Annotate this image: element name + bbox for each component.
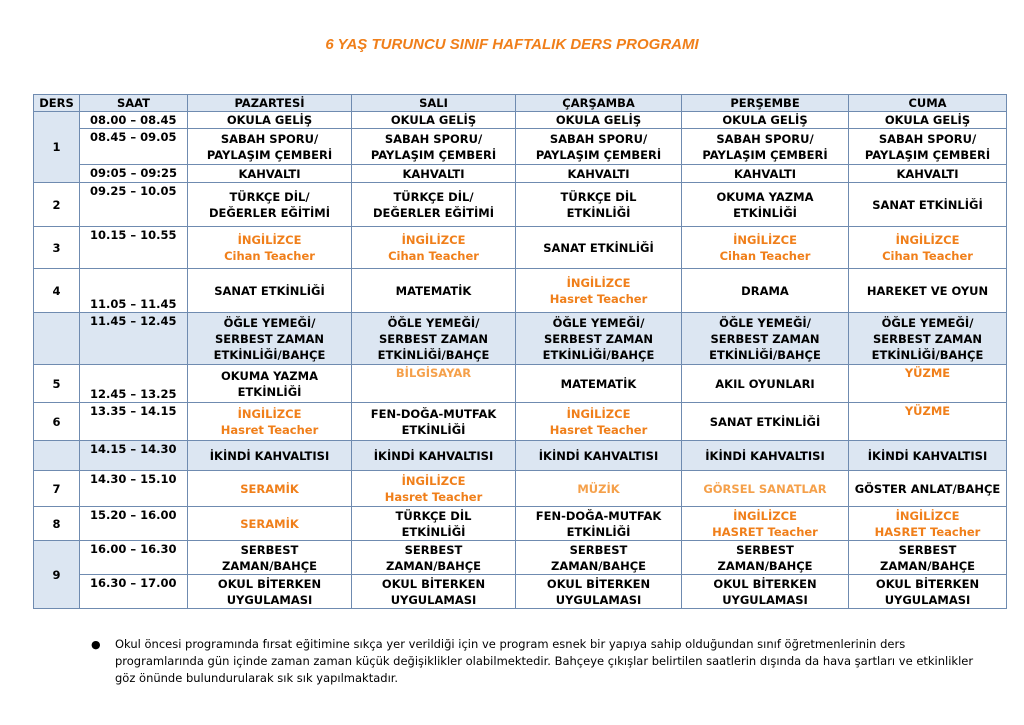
table-row [34, 129, 1007, 165]
time-cell: 15.20 – 16.00 [80, 507, 188, 541]
line: İNGİLİZCE [401, 473, 466, 488]
activity-cell: KAHVALTI [352, 165, 516, 183]
line: ETKİNLİĞİ [237, 384, 302, 399]
line: SABAH SPORU/ [220, 131, 319, 146]
activity-cell: MATEMATİK [352, 269, 516, 313]
line: Cihan Teacher [388, 248, 479, 263]
activity-cell: BİLGİSAYAR [352, 365, 516, 403]
activity-cell: SERAMİK [188, 471, 352, 507]
time-cell: 11.45 – 12.45 [80, 313, 188, 365]
line: DEĞERLER EĞİTİMİ [208, 205, 330, 220]
line: SABAH SPORU/ [549, 131, 648, 146]
activity-cell: GÖRSEL SANATLAR [682, 471, 849, 507]
time-cell: 08.45 – 09.05 [80, 129, 188, 165]
line: SERBEST ZAMAN [379, 331, 488, 346]
header-cell: PAZARTESİ [188, 95, 352, 112]
activity-cell: OKULA GELİŞ [352, 112, 516, 129]
lesson-number [34, 313, 80, 365]
line: SERBEST [569, 542, 628, 557]
line: PAYLAŞIM ÇEMBERİ [702, 147, 828, 162]
activity-cell [188, 183, 352, 227]
line: FEN-DOĞA-MUTFAK [370, 406, 497, 421]
activity-cell [516, 507, 682, 541]
time-cell: 09.25 – 10.05 [80, 183, 188, 227]
line: TÜRKÇE DİL [560, 189, 637, 204]
table-row [34, 112, 1007, 129]
line: PAYLAŞIM ÇEMBERİ [206, 147, 333, 162]
table-row [34, 471, 1007, 507]
header-cell: ÇARŞAMBA [516, 95, 682, 112]
activity-cell: YÜZME [849, 365, 1007, 403]
activity-cell: KAHVALTI [188, 165, 352, 183]
line: TÜRKÇE DİL [395, 508, 472, 523]
activity-cell [188, 365, 352, 403]
line: İNGİLİZCE [733, 508, 797, 523]
line: Hasret Teacher [220, 422, 319, 437]
lesson-number: 3 [34, 227, 80, 269]
activity-cell: İKİNDİ KAHVALTISI [352, 441, 516, 471]
line: Hasret Teacher [384, 489, 483, 504]
activity-cell [682, 507, 849, 541]
line: SERBEST ZAMAN [873, 331, 982, 346]
line: UYGULAMASI [884, 592, 971, 607]
line: PAYLAŞIM ÇEMBERİ [535, 147, 662, 162]
table-row [34, 403, 1007, 441]
lesson-number: 6 [34, 403, 80, 441]
header-cell: DERS [34, 95, 80, 112]
line: SABAH SPORU/ [384, 131, 483, 146]
line: ETKİNLİĞİ [733, 205, 797, 220]
lesson-number: 4 [34, 269, 80, 313]
line: OKUL BİTERKEN [546, 576, 651, 591]
line: ZAMAN/BAHÇE [551, 558, 646, 573]
table-row [34, 365, 1007, 403]
activity-cell [188, 403, 352, 441]
time-cell: 16.30 – 17.00 [80, 575, 188, 609]
line: HASRET Teacher [874, 524, 981, 539]
activity-cell [188, 227, 352, 269]
time-cell: 14.15 – 14.30 [80, 441, 188, 471]
line: SABAH SPORU/ [716, 131, 814, 146]
activity-cell [188, 129, 352, 165]
activity-cell [352, 541, 516, 575]
line: SERBEST [404, 542, 463, 557]
line: Cihan Teacher [882, 248, 973, 263]
activity-cell [682, 313, 849, 365]
activity-cell [516, 269, 682, 313]
line: UYGULAMASI [722, 592, 808, 607]
line: ETKİNLİĞİ/BAHÇE [542, 347, 655, 362]
activity-cell: İKİNDİ KAHVALTISI [188, 441, 352, 471]
activity-cell [352, 575, 516, 609]
activity-cell: OKULA GELİŞ [682, 112, 849, 129]
line: FEN-DOĞA-MUTFAK [535, 508, 662, 523]
line: ZAMAN/BAHÇE [880, 558, 975, 573]
activity-cell: SANAT ETKİNLİĞİ [682, 403, 849, 441]
line: SERBEST [898, 542, 957, 557]
activity-cell [352, 313, 516, 365]
time-cell: 09:05 – 09:25 [80, 165, 188, 183]
line: ETKİNLİĞİ [566, 524, 631, 539]
line: ÖĞLE YEMEĞİ/ [881, 315, 974, 330]
time-cell: 14.30 – 15.10 [80, 471, 188, 507]
activity-cell [849, 507, 1007, 541]
line: İNGİLİZCE [566, 275, 631, 290]
line: OKUL BİTERKEN [381, 576, 486, 591]
activity-cell: İKİNDİ KAHVALTISI [516, 441, 682, 471]
table-row [34, 165, 1007, 183]
activity-cell [188, 541, 352, 575]
activity-cell [516, 541, 682, 575]
activity-cell: KAHVALTI [682, 165, 849, 183]
lesson-number: 1 [34, 112, 80, 183]
activity-cell: MÜZİK [516, 471, 682, 507]
table-row [34, 183, 1007, 227]
activity-cell: SANAT ETKİNLİĞİ [516, 227, 682, 269]
activity-cell: SERAMİK [188, 507, 352, 541]
activity-cell [849, 227, 1007, 269]
lesson-number: 5 [34, 365, 80, 403]
header-cell: CUMA [849, 95, 1007, 112]
activity-cell [188, 575, 352, 609]
activity-cell: SANAT ETKİNLİĞİ [188, 269, 352, 313]
line: OKUL BİTERKEN [217, 576, 322, 591]
line: SERBEST ZAMAN [215, 331, 324, 346]
line: Hasret Teacher [549, 291, 648, 306]
time-cell: 13.35 – 14.15 [80, 403, 188, 441]
activity-cell [352, 183, 516, 227]
line: UYGULAMASI [555, 592, 642, 607]
page-title: 6 YAŞ TURUNCU SINIF HAFTALIK DERS PROGRAMI [325, 36, 699, 53]
activity-cell [352, 129, 516, 165]
activity-cell: İKİNDİ KAHVALTISI [849, 441, 1007, 471]
activity-cell: İKİNDİ KAHVALTISI [682, 441, 849, 471]
line: OKUMA YAZMA [221, 368, 318, 383]
line: OKUL BİTERKEN [875, 576, 980, 591]
activity-cell [516, 575, 682, 609]
table-row [34, 227, 1007, 269]
activity-cell [849, 313, 1007, 365]
activity-cell: KAHVALTI [516, 165, 682, 183]
line: ÖĞLE YEMEĞİ/ [387, 315, 480, 330]
line: ETKİNLİĞİ/BAHÇE [377, 347, 490, 362]
line: SERBEST [240, 542, 299, 557]
lesson-number: 9 [34, 541, 80, 609]
line: TÜRKÇE DİL/ [393, 189, 474, 204]
activity-cell: SANAT ETKİNLİĞİ [849, 183, 1007, 227]
table-row [34, 313, 1007, 365]
activity-cell [352, 227, 516, 269]
time-cell: 10.15 – 10.55 [80, 227, 188, 269]
line: ZAMAN/BAHÇE [386, 558, 481, 573]
line: ETKİNLİĞİ [566, 205, 631, 220]
activity-cell [682, 129, 849, 165]
activity-cell [682, 183, 849, 227]
line: İNGİLİZCE [895, 232, 960, 247]
line: İNGİLİZCE [237, 406, 302, 421]
time-cell: 16.00 – 16.30 [80, 541, 188, 575]
line: HASRET Teacher [712, 524, 818, 539]
line: İNGİLİZCE [566, 406, 631, 421]
line: Hasret Teacher [549, 422, 648, 437]
table-row [34, 441, 1007, 471]
line: ÖĞLE YEMEĞİ/ [719, 315, 811, 330]
table-row [34, 575, 1007, 609]
line: İNGİLİZCE [401, 232, 466, 247]
activity-cell: OKULA GELİŞ [188, 112, 352, 129]
activity-cell: OKULA GELİŞ [516, 112, 682, 129]
activity-cell [849, 575, 1007, 609]
activity-cell: MATEMATİK [516, 365, 682, 403]
header-cell: SALI [352, 95, 516, 112]
line: İNGİLİZCE [895, 508, 960, 523]
header-row [34, 95, 1007, 112]
line: İNGİLİZCE [237, 232, 302, 247]
activity-cell [682, 227, 849, 269]
line: OKUL BİTERKEN [713, 576, 817, 591]
line: ETKİNLİĞİ [401, 422, 466, 437]
bullet-icon: ● [91, 638, 101, 651]
header-cell: PERŞEMBE [682, 95, 849, 112]
table-row [34, 269, 1007, 313]
activity-cell [682, 575, 849, 609]
header-cell: SAAT [80, 95, 188, 112]
line: ZAMAN/BAHÇE [717, 558, 813, 573]
line: ZAMAN/BAHÇE [222, 558, 317, 573]
line: ÖĞLE YEMEĞİ/ [223, 315, 316, 330]
activity-cell [516, 183, 682, 227]
line: İNGİLİZCE [733, 232, 797, 247]
line: OKUMA YAZMA [716, 189, 814, 204]
activity-cell [516, 129, 682, 165]
line: TÜRKÇE DİL/ [229, 189, 310, 204]
schedule-table [33, 94, 1007, 609]
table-row [34, 507, 1007, 541]
activity-cell: KAHVALTI [849, 165, 1007, 183]
line: UYGULAMASI [390, 592, 477, 607]
table-row [34, 541, 1007, 575]
activity-cell [188, 313, 352, 365]
activity-cell [516, 313, 682, 365]
activity-cell [352, 471, 516, 507]
line: DEĞERLER EĞİTİMİ [372, 205, 494, 220]
line: ÖĞLE YEMEĞİ/ [552, 315, 645, 330]
line: ETKİNLİĞİ/BAHÇE [213, 347, 326, 362]
line: SERBEST ZAMAN [544, 331, 653, 346]
line: ETKİNLİĞİ [401, 524, 466, 539]
activity-cell: DRAMA [682, 269, 849, 313]
activity-cell: AKIL OYUNLARI [682, 365, 849, 403]
line: Cihan Teacher [719, 248, 811, 263]
activity-cell [682, 541, 849, 575]
lesson-number: 2 [34, 183, 80, 227]
time-cell: 11.05 – 11.45 [80, 269, 188, 313]
line: ETKİNLİĞİ/BAHÇE [871, 347, 984, 362]
time-cell: 08.00 – 08.45 [80, 112, 188, 129]
line: Cihan Teacher [224, 248, 315, 263]
line: PAYLAŞIM ÇEMBERİ [370, 147, 497, 162]
activity-cell [849, 541, 1007, 575]
line: PAYLAŞIM ÇEMBERİ [864, 147, 991, 162]
time-cell: 12.45 – 13.25 [80, 365, 188, 403]
activity-cell [516, 403, 682, 441]
activity-cell: OKULA GELİŞ [849, 112, 1007, 129]
line: UYGULAMASI [226, 592, 313, 607]
line: SERBEST ZAMAN [710, 331, 820, 346]
footnote: Okul öncesi programında fırsat eğitimine sıkça yer verildiği için ve program esnek bir yapıya sahip olduğundan sınıf öğretmenlerinin ders programlarında gün içinde zaman zaman küçük değişiklikler olabilmektedir. Bahçeye çıkışlar belirtilen saatlerin dışında da hava şartları ve etkinlikler göz önünde bulundurularak sık sık yapılmaktadır. [115, 637, 974, 685]
activity-cell [849, 129, 1007, 165]
activity-cell: HAREKET VE OYUN [849, 269, 1007, 313]
line: SABAH SPORU/ [878, 131, 977, 146]
lesson-number: 8 [34, 507, 80, 541]
line: ETKİNLİĞİ/BAHÇE [709, 347, 821, 362]
line: SERBEST [736, 542, 794, 557]
activity-cell: YÜZME [849, 403, 1007, 441]
lesson-number [34, 441, 80, 471]
activity-cell [352, 507, 516, 541]
lesson-number: 7 [34, 471, 80, 507]
activity-cell [352, 403, 516, 441]
activity-cell: GÖSTER ANLAT/BAHÇE [849, 471, 1007, 507]
